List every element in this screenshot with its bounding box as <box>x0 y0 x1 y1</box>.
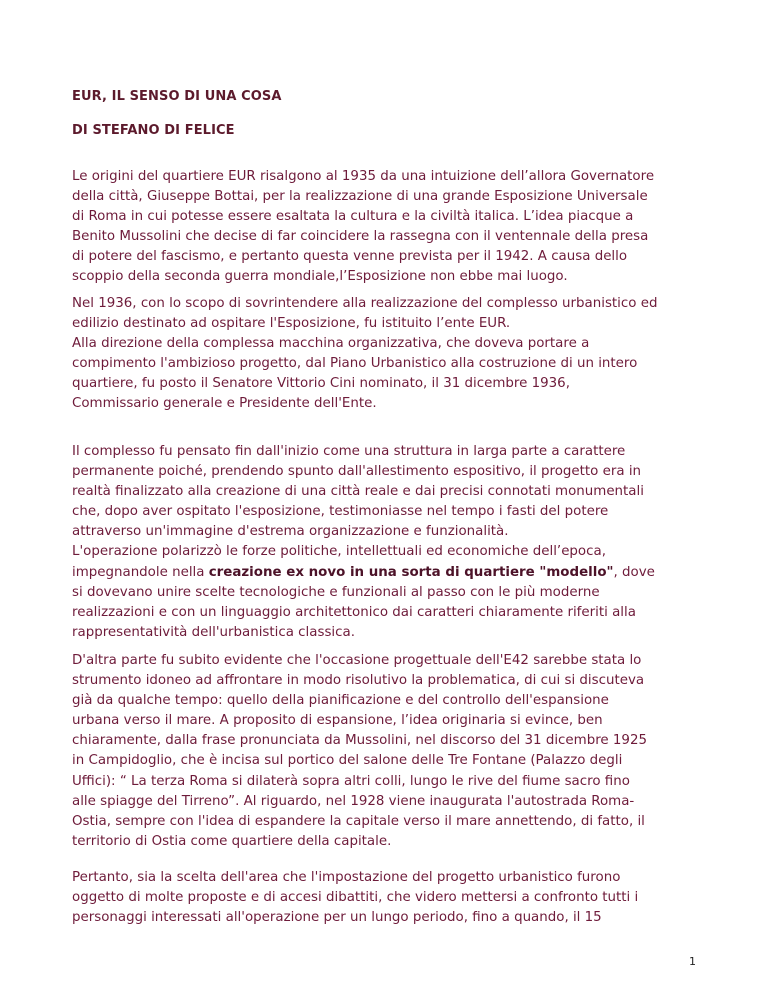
text-line: alle spiagge del Tirreno”. Al riguardo, nel 1928 viene inaugurata l'autostrada Roma- <box>72 793 635 809</box>
paragraph-2 <box>72 294 704 415</box>
text-line: scoppio della seconda guerra mondiale,l’Esposizione non ebbe mai luogo. <box>72 269 568 285</box>
text-line: in Campidoglio, che è incisa sul portico del salone delle Tre Fontane (Palazzo degli <box>72 753 623 769</box>
text-line: si dovevano unire scelte tecnologiche e funzionali al passo con le più moderne <box>72 584 600 600</box>
text-line: Il complesso fu pensato fin dall'inizio come una struttura in larga parte a carattere <box>72 444 626 459</box>
paragraph-5 <box>72 868 704 928</box>
text-line: già da qualche tempo: quello della pianificazione e del controllo dell'espansione <box>72 693 609 709</box>
text-line: della città, Giuseppe Bottai, per la realizzazione di una grande Esposizione Universale <box>72 189 648 205</box>
text-line: territorio di Ostia come quartiere della capitale. <box>72 833 392 849</box>
text-line: Alla direzione della complessa macchina organizzativa, che doveva portare a <box>72 336 590 352</box>
text-line: Pertanto, sia la scelta dell'area che l'impostazione del progetto urbanistico furono <box>72 870 621 885</box>
page-number: 1 <box>689 955 696 968</box>
paragraph-3 <box>72 442 704 643</box>
text-line: Nel 1936, con lo scopo di sovrintendere alla realizzazione del complesso urbanistico ed <box>72 296 658 311</box>
text-run: , dove <box>613 564 655 580</box>
text-line: Benito Mussolini che decise di far coincidere la rassegna con il ventennale della presa <box>72 229 649 245</box>
text-line: strumento idoneo ad affrontare in modo risolutivo la problematica, di cui si discuteva <box>72 673 645 689</box>
text-run: impegnandole nella <box>72 564 209 580</box>
text-line: di Roma in cui potesse essere esaltata la cultura e la civiltà italica. L’idea piacque a <box>72 209 634 225</box>
text-line: D'altra parte fu subito evidente che l'occasione progettuale dell'E42 sarebbe stata lo <box>72 653 642 668</box>
text-line: personaggi interessati all'operazione per un lungo periodo, fino a quando, il 15 <box>72 910 602 926</box>
text-line: chiaramente, dalla frase pronunciata da Mussolini, nel discorso del 31 dicembre 1925 <box>72 733 647 749</box>
text-line: compimento l'ambizioso progetto, dal Piano Urbanistico alla costruzione di un intero <box>72 356 638 372</box>
paragraph-4 <box>72 651 704 852</box>
text-line: L'operazione polarizzò le forze politiche, intellettuali ed economiche dell’epoca, <box>72 544 606 560</box>
text-line: realizzazioni e con un linguaggio architettonico dai caratteri chiaramente riferiti alla <box>72 604 636 620</box>
text-line: Le origini del quartiere EUR risalgono al 1935 da una intuizione dell’allora Governatore <box>72 169 655 184</box>
bold-phrase: creazione ex novo in una sorta di quartiere "modello" <box>208 564 614 580</box>
text-line: permanente poiché, prendendo spunto dall'allestimento espositivo, il progetto era in <box>72 464 642 480</box>
text-line: quartiere, fu posto il Senatore Vittorio Cini nominato, il 31 dicembre 1936, <box>72 376 570 392</box>
text-line: realtà finalizzato alla creazione di una città reale e dai precisi connotati monumentali <box>72 484 644 500</box>
paragraph-1 <box>72 167 704 288</box>
document-title: EUR, IL SENSO DI UNA COSA <box>72 89 282 104</box>
author-line: DI STEFANO DI FELICE <box>72 123 235 138</box>
text-line: Uffici): “ La terza Roma si dilaterà sopra altri colli, lungo le rive del fiume sacro fino <box>72 773 630 789</box>
text-line: urbana verso il mare. A proposito di espansione, l’idea originaria si evince, ben <box>72 713 603 729</box>
text-line: edilizio destinato ad ospitare l'Esposizione, fu istituito l’ente EUR. <box>72 316 511 332</box>
text-line: attraverso un'immagine d'estrema organizzazione e funzionalità. <box>72 524 509 540</box>
text-line: Commissario generale e Presidente dell'Ente. <box>72 396 377 412</box>
text-line: Ostia, sempre con l'idea di espandere la capitale verso il mare annettendo, di fatto, il <box>72 813 645 829</box>
text-line: rappresentatività dell'urbanistica classica. <box>72 624 355 640</box>
text-line: oggetto di molte proposte e di accesi dibattiti, che videro mettersi a confronto tutti i <box>72 890 639 906</box>
text-line: di potere del fascismo, e pertanto questa venne prevista per il 1942. A causa dello <box>72 249 628 265</box>
text-line: che, dopo aver ospitato l'esposizione, testimoniasse nel tempo i fasti del potere <box>72 504 609 520</box>
text-line-with-emphasis <box>72 563 704 583</box>
